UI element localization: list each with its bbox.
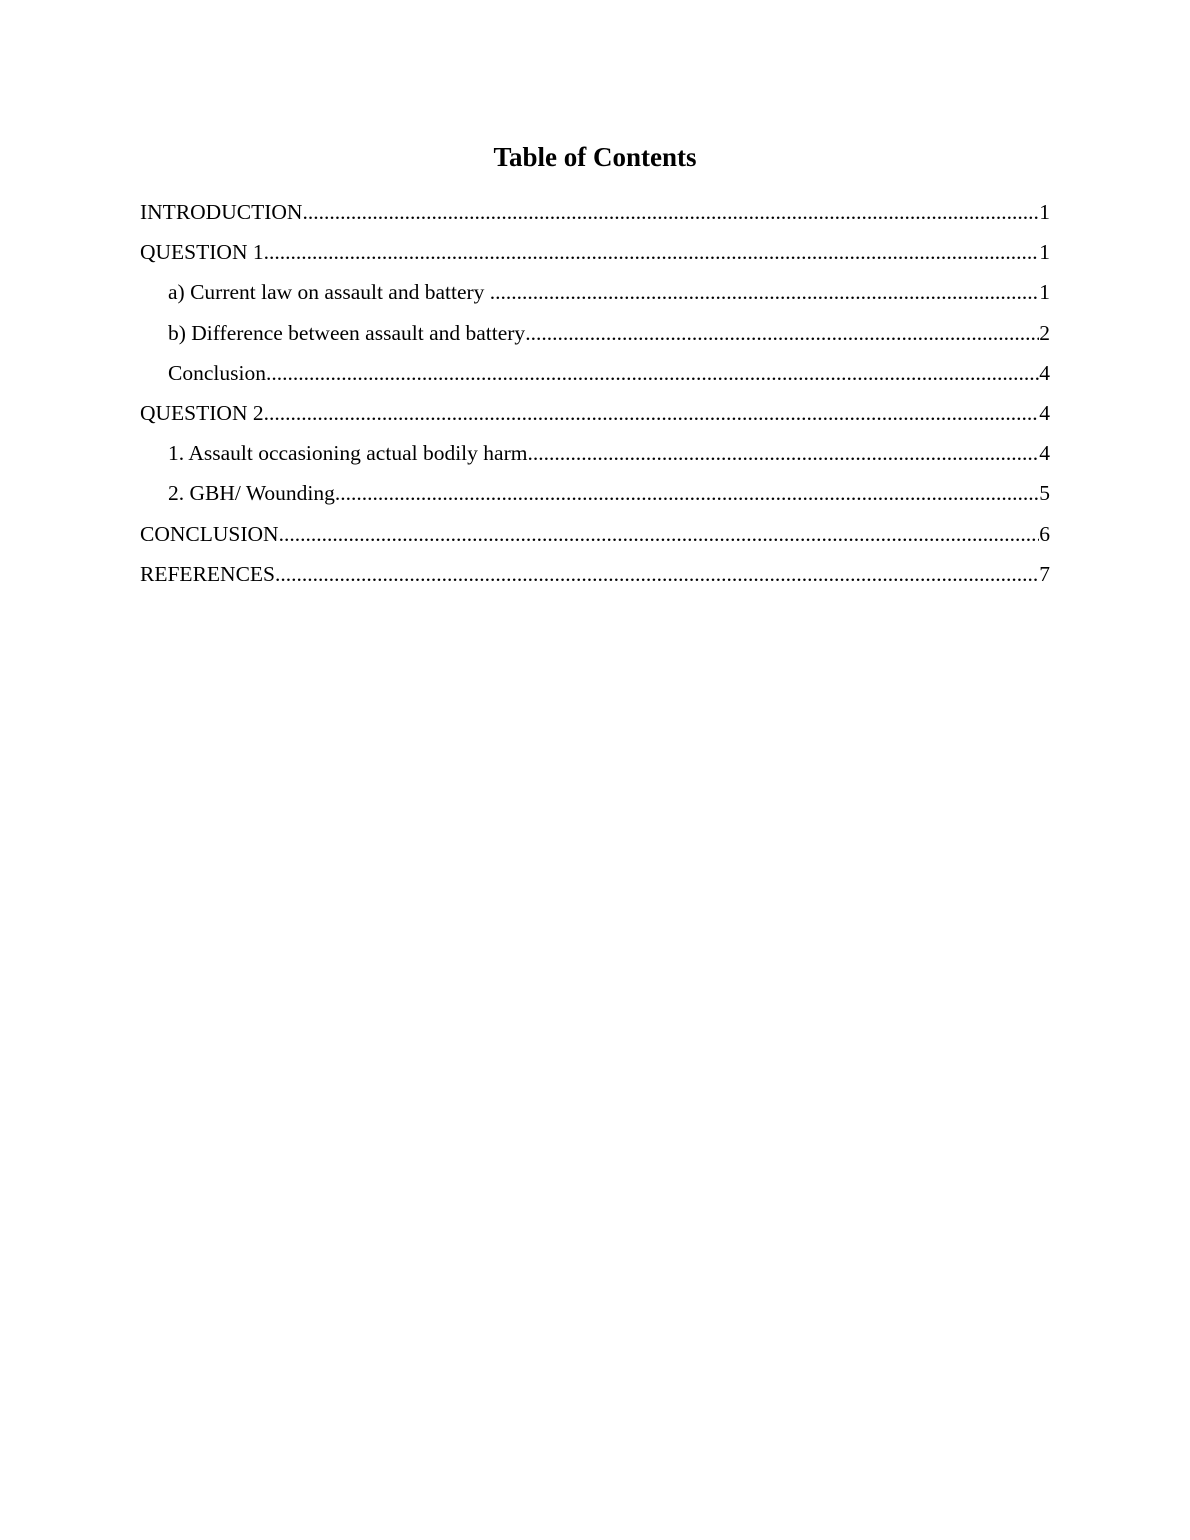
toc-leader-dots — [264, 398, 1040, 428]
toc-leader-dots — [490, 277, 1039, 307]
toc-entry-conclusion[interactable] — [140, 519, 1050, 559]
toc-leader-dots — [302, 197, 1039, 227]
toc-entry-abh[interactable] — [140, 438, 1050, 478]
toc-entry-label: REFERENCES — [140, 561, 275, 586]
toc-entry-question-1[interactable] — [140, 237, 1050, 277]
toc-entry-page: 4 — [1039, 360, 1050, 385]
toc-entry-introduction[interactable] — [140, 197, 1050, 237]
toc-leader-dots — [264, 237, 1040, 267]
toc-entry-conclusion-q1[interactable] — [140, 358, 1050, 398]
toc-leader-dots — [335, 478, 1039, 508]
toc-entry-label: Conclusion — [168, 360, 266, 385]
toc-title: Table of Contents — [493, 142, 697, 172]
toc-entry-label: QUESTION 2 — [140, 400, 264, 425]
toc-entry-page: 1 — [1039, 200, 1050, 224]
toc-entry-label: b) Difference between assault and battery — [168, 320, 526, 345]
toc-list — [140, 197, 1050, 599]
toc-leader-dots — [275, 559, 1039, 589]
toc-entry-label: a) Current law on assault and battery — [168, 280, 490, 305]
toc-entry-label: CONCLUSION — [140, 521, 279, 546]
toc-entry-page: 1 — [1039, 280, 1050, 305]
toc-entry-label: QUESTION 1 — [140, 240, 264, 265]
toc-entry-page: 2 — [1039, 320, 1050, 345]
toc-entry-gbh[interactable] — [140, 478, 1050, 518]
toc-entry-references[interactable] — [140, 559, 1050, 599]
toc-entry-page: 7 — [1039, 561, 1050, 586]
toc-entry-difference[interactable] — [140, 318, 1050, 358]
toc-entry-page: 5 — [1039, 481, 1050, 506]
toc-entry-current-law[interactable] — [140, 277, 1050, 317]
toc-entry-label: INTRODUCTION — [140, 200, 303, 224]
toc-entry-page: 4 — [1039, 441, 1050, 466]
toc-entry-label: 2. GBH/ Wounding — [168, 481, 335, 506]
toc-leader-dots — [525, 318, 1039, 348]
toc-leader-dots — [279, 519, 1040, 549]
toc-leader-dots — [527, 438, 1039, 468]
toc-entry-question-2[interactable] — [140, 398, 1050, 438]
toc-entry-page: 6 — [1039, 521, 1050, 546]
toc-entry-page: 1 — [1039, 240, 1050, 265]
toc-entry-page: 4 — [1039, 400, 1050, 425]
toc-entry-label: 1. Assault occasioning actual bodily harm — [168, 441, 528, 466]
toc-leader-dots — [266, 358, 1039, 388]
